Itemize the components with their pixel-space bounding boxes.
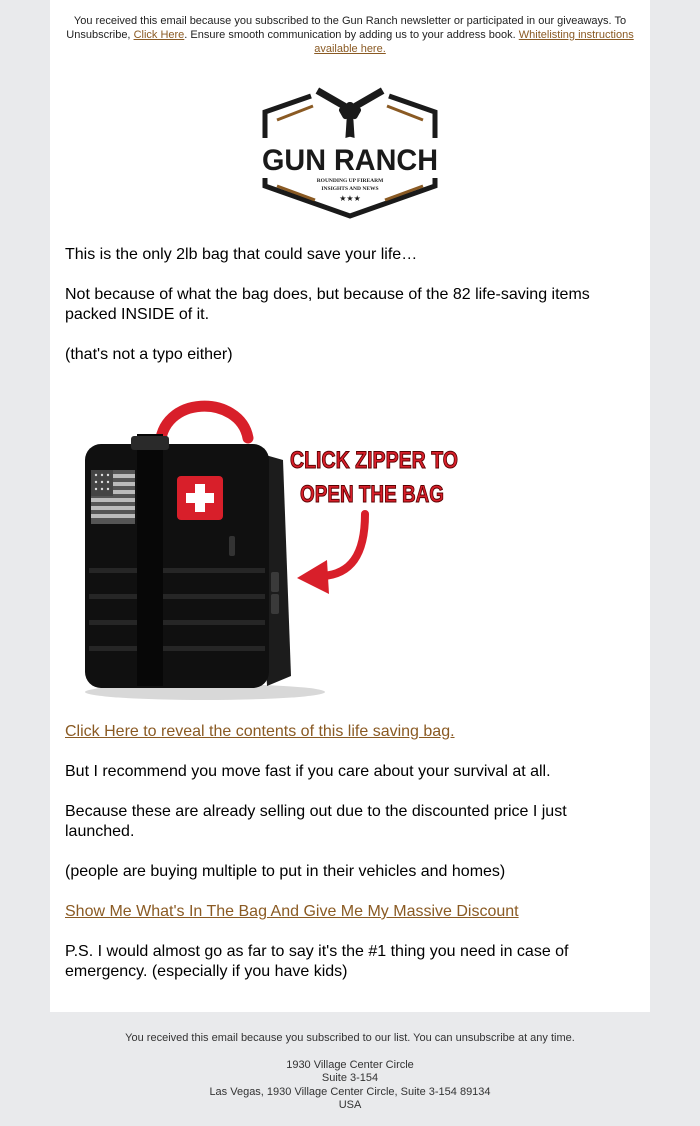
logo-tagline-1: ROUNDING UP FIREARM — [316, 178, 384, 184]
body-paragraph-5: Because these are already selling out due to the discounted price I just launched. — [65, 803, 567, 840]
body-paragraph-3: (that's not a typo either) — [65, 346, 233, 363]
body-paragraph-2: Not because of what the bag does, but because of the 82 life-saving items packed INSIDE of it. — [65, 286, 590, 323]
whitelisting-link[interactable]: Whitelisting instructions available here. — [314, 29, 634, 55]
email-footer — [0, 1032, 700, 1113]
hero-callout-line-1: CLICK ZIPPER TO — [290, 447, 458, 474]
footer-address-line-2: Suite 3-154 — [321, 1072, 379, 1084]
footer-note: You received this email because you subscribed to our list. You can unsubscribe at any time. — [125, 1032, 575, 1044]
discount-paragraph — [65, 902, 625, 922]
body-paragraph-6: (people are buying multiple to put in their vehicles and homes) — [65, 863, 506, 880]
crossed-revolvers-icon — [305, 85, 395, 140]
preheader — [65, 14, 635, 56]
reveal-contents-link[interactable]: Click Here to reveal the contents of this life saving bag. — [65, 723, 455, 740]
massive-discount-link[interactable]: Show Me What's In The Bag And Give Me My Massive Discount — [65, 903, 519, 920]
hero-bag-image[interactable] — [65, 386, 485, 708]
footer-address-line-1: 1930 Village Center Circle — [286, 1058, 414, 1071]
footer-address-line-3: Las Vegas, 1930 Village Center Circle, Suite 3-154 89134 — [209, 1085, 491, 1098]
preheader-text-1: You received this email because you subscribed to the Gun Ranch newsletter or participated in our giveaways. To Unsubscribe, — [66, 15, 627, 41]
hero-callout-line-2: OPEN THE BAG — [300, 481, 444, 508]
preheader-text-2: . Ensure smooth communication by adding us to your address book. — [184, 29, 519, 41]
bag-strap — [137, 434, 163, 686]
red-arrow-icon — [297, 514, 365, 594]
postscript-paragraph: P.S. I would almost go as far to say it's the #1 thing you need in case of emergency. (especially if you have kids) — [65, 943, 569, 980]
email-card — [50, 0, 650, 1012]
footer-country: USA — [338, 1099, 362, 1111]
body-paragraph-1: This is the only 2lb bag that could save your life… — [65, 246, 418, 263]
reveal-contents-paragraph — [65, 722, 625, 742]
body-paragraph-4: But I recommend you move fast if you care about your survival at all. — [65, 763, 551, 780]
us-flag-patch-icon — [91, 470, 135, 524]
logo-wordmark: GUN RANCH — [262, 144, 438, 177]
medical-cross-icon — [177, 476, 223, 520]
logo-tagline-2: INSIGHTS AND NEWS — [321, 186, 379, 192]
unsubscribe-link[interactable]: Click Here — [133, 29, 185, 41]
logo-stars-icon: ★★★ — [339, 194, 361, 203]
gun-ranch-logo[interactable] — [255, 82, 445, 222]
bag-handle — [160, 406, 248, 448]
